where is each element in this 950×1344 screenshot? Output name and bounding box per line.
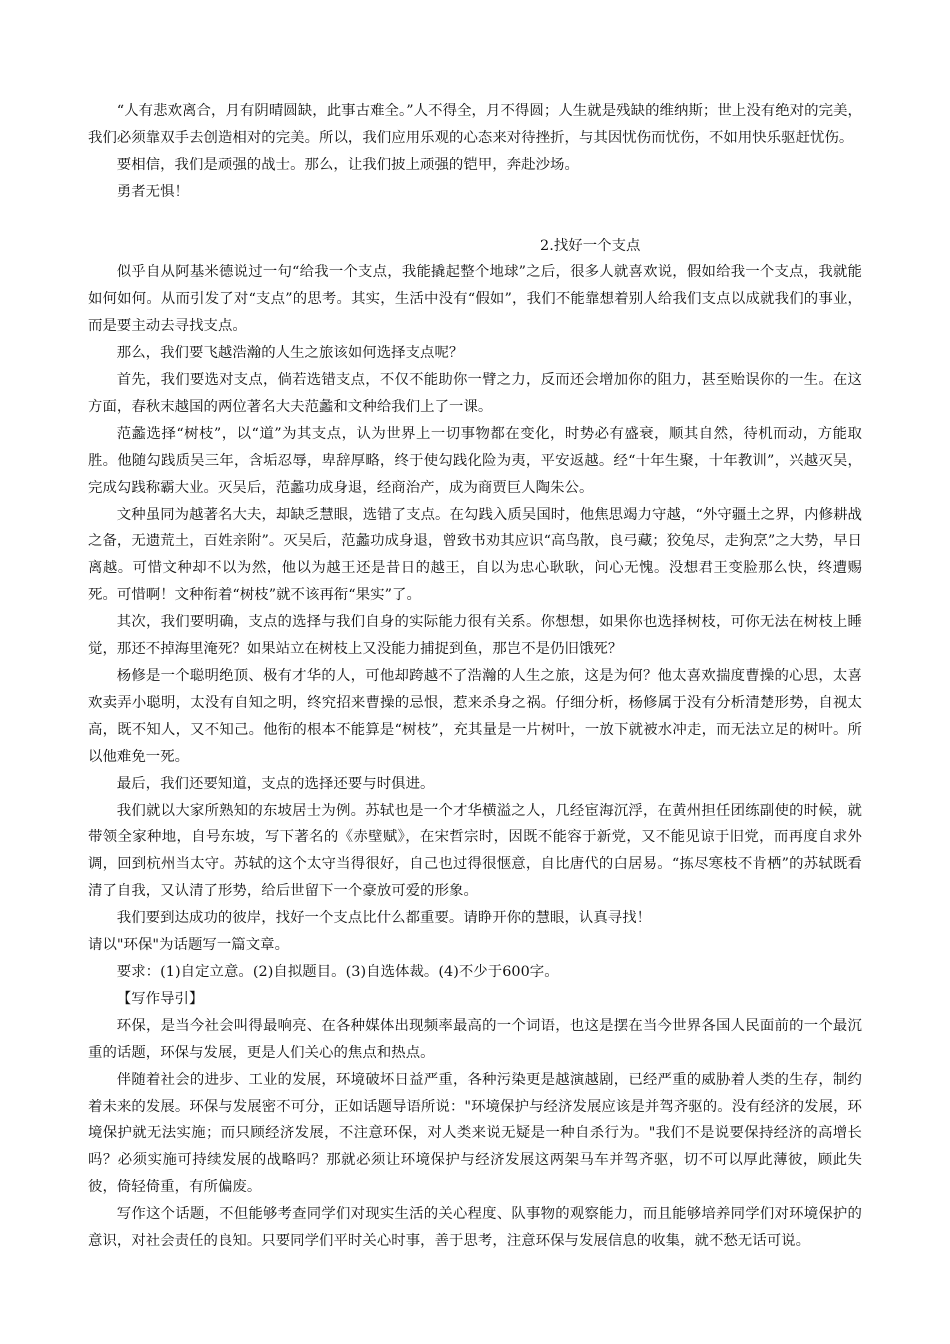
essay2-paragraph: 似乎自从阿基米德说过一句“给我一个支点，我能撬起整个地球”之后，很多人就喜欢说，假如给我一个支点，我就能如何如何。从而引发了对“支点”的思考。其实，生活中没有“假如”，我们不能靠想着别人给我们支点以成就我们的事业，而是要主动去寻找支点。 [88,264,862,335]
guide-paragraph: 伴随着社会的进步、工业的发展，环境破坏日益严重，各种污染更是越演越剧，已经严重的威胁着人类的生存，制约着未来的发展。环保与发展密不可分，正如话题导语所说："环境保护与经济发展应该是并驾齐驱的。没有经济的发展，环境保护就无法实施；而只顾经济发展，不注意环保，对人类来说无疑是一种自杀行为。"我们不是说要保持经济的高增长吗？必须实施可持续发展的战略吗？那就必须让环境保护与经济发展这两架马车并驾齐驱，切不可以厚此薄彼，顾此失彼，倚轻倚重，有所偏废。 [88,1071,862,1196]
essay2-paragraph: 首先，我们要选对支点，倘若选错支点，不仅不能助你一臂之力，反而还会增加你的阻力，甚至贻误你的一生。在这方面，春秋末越国的两位著名大夫范蠡和文种给我们上了一课。 [88,372,862,415]
guide-paragraph: 写作这个话题，不但能够考查同学们对现实生活的关心程度、队事物的观察能力，而且能够培养同学们对环境保护的意识，对社会责任的良知。只要同学们平时关心时事，善于思考，注意环保与发展信息的收集，就不愁无话可说。 [88,1206,862,1250]
essay2-paragraph: 我们要到达成功的彼岸，找好一个支点比什么都重要。请睁开你的慧眼，认真寻找！ [116,910,652,927]
essay1-closing: 勇者无惧！ [116,183,190,200]
guide-paragraph: 环保，是当今社会叫得最响亮、在各种媒体出现频率最高的一个词语，也这是摆在当今世界各国人民面前的一个最沉重的话题，环保与发展，更是人们关心的焦点和热点。 [88,1017,862,1061]
prompt-title: 请以"环保"为话题写一篇文章。 [88,937,290,954]
essay2-paragraph: 那么，我们要飞越浩瀚的人生之旅该如何选择支点呢？ [116,345,464,362]
essay2-title: 2.找好一个支点 [540,237,641,254]
guide-heading: 【写作导引】 [116,990,204,1007]
essay2-paragraph: 我们就以大家所熟知的东坡居士为例。苏轼也是一个才华横溢之人，几经宦海沉浮，在黄州担任团练副使的时候，就带领全家种地，自号东坡，写下著名的《赤壁赋》，在宋哲宗时，因既不能容于新党，又不能见谅于旧党，而再度自求外调，回到杭州当太守。苏轼的这个太守当得很好，自己也过得很惬意，自比唐代的白居易。“拣尽寒枝不肯栖”的苏轼既看清了自我，又认清了形势，给后世留下一个豪放可爱的形象。 [88,802,862,900]
essay2-paragraph: 其次，我们要明确，支点的选择与我们自身的实际能力很有关系。你想想，如果你也选择树枝，可你无法在树枝上睡觉，那还不掉海里淹死？如果站立在树枝上又没能力捕捉到鱼，那岂不是仍旧饿死？ [88,614,862,658]
section-spacer [88,206,862,233]
document-page [88,98,862,1255]
essay2-paragraph: 最后，我们还要知道，支点的选择还要与时俱进。 [116,775,435,792]
essay2-paragraph: 范蠡选择“树枝”，以“道”为其支点，认为世界上一切事物都在变化，时势必有盛衰，顺其自然，待机而动，方能取胜。他随勾践质吴三年，含垢忍辱，卑辞厚略，终于使勾践化险为夷，平安返越。经“十年生聚，十年教训”，兴越灭吴，完成勾践称霸大业。灭吴后，范蠡功成身退，经商治产，成为商贾巨人陶朱公。 [88,425,862,496]
essay1-paragraph: “人有悲欢离合，月有阴晴圆缺，此事古难全。”人不得全，月不得圆；人生就是残缺的维纳斯；世上没有绝对的完美，我们必须靠双手去创造相对的完美。所以，我们应用乐观的心态来对待挫折，与其因忧伤而忧伤，不如用快乐驱赶忧伤。 [88,103,862,146]
essay2-paragraph: 杨修是一个聪明绝顶、极有才华的人，可他却跨越不了浩瀚的人生之旅，这是为何？他太喜欢揣度曹操的心思，太喜欢卖弄小聪明，太没有自知之明，终究招来曹操的忌恨，惹来杀身之祸。仔细分析，杨修属于没有分析清楚形势，自视太高，既不知人，又不知己。他衔的根本不能算是“树枝”，充其量是一片树叶，一放下就被水冲走，而无法立足的树叶。所以他难免一死。 [88,668,862,765]
essay1-paragraph: 要相信，我们是顽强的战士。那么，让我们披上顽强的铠甲，奔赴沙场。 [116,156,579,173]
essay2-paragraph: 文种虽同为越著名大夫，却缺乏慧眼，选错了支点。在勾践入质吴国时，他焦思竭力守越，“外守疆土之界，内修耕战之备，无遗荒土，百姓亲附”。灭吴后，范蠡功成身退，曾致书劝其应识“高鸟散，良弓藏；狡兔尽，走狗烹”之大势，早日离越。可惜文种却不以为然，他以为越王还是昔日的越王，自以为忠心耿耿，问心无愧。没想君王变脸那么快，终遭赐死。可惜啊！文种衔着“树枝”就不该再衔“果实”了。 [88,506,862,604]
prompt-requirements: 要求：(1)自定立意。(2)自拟题目。(3)自选体裁。(4)不少于600字。 [116,963,559,980]
